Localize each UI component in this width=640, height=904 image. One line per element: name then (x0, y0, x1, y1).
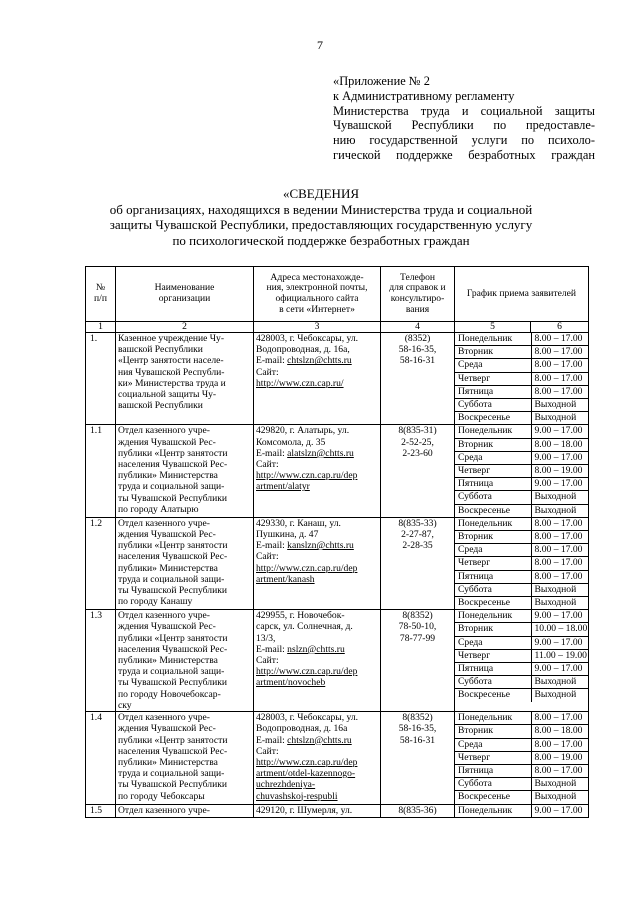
website-link[interactable]: artment/alatyr (256, 481, 310, 493)
organization-address-line: Сайт: (256, 745, 279, 757)
organization-name-line: «Центр занятости населе- (118, 355, 224, 367)
schedule-day: Понедельник (455, 518, 531, 531)
schedule-day: Пятница (455, 764, 531, 777)
organization-name-line: публики «Центр занятости (118, 447, 228, 459)
appendix-line: к Административному регламенту (333, 88, 515, 103)
organization-phone-line: 78-77-99 (399, 632, 436, 644)
schedule-row (455, 778, 589, 791)
schedule-day: Среда (455, 544, 531, 557)
schedule-day: Четверг (455, 465, 531, 478)
organization-name-line: ты Чувашской Республики (118, 779, 228, 791)
organization-name-line: ты Чувашской Республики (118, 677, 228, 689)
organization-address-line: Сайт: (256, 551, 279, 563)
column-number: 2 (116, 322, 254, 333)
schedule-hours: 9.00 – 17.00 (531, 478, 589, 491)
schedule-hours: 8.00 – 17.00 (531, 544, 589, 557)
row-number: 1.4 (86, 712, 116, 804)
organization-name-line: ждения Чувашской Рес- (118, 436, 216, 448)
organization-name-line: труда и социальной защи- (118, 768, 225, 780)
organization-address-line: 429820, г. Алатырь, ул. (256, 425, 350, 437)
organization-address-line: 13/3, (256, 632, 276, 644)
organization-address-line: Сайт: (256, 655, 279, 667)
schedule-day: Пятница (455, 570, 531, 583)
organization-name-line: Отдел казенного учре- (118, 712, 210, 724)
schedule-row (455, 764, 589, 777)
schedule-row (455, 359, 589, 372)
organization-name (116, 517, 254, 609)
heading-line: по психологической поддержке безработных граждан (172, 232, 470, 248)
schedule-day: Вторник (455, 346, 531, 359)
schedule-hours: 8.00 – 17.00 (531, 372, 589, 385)
table-row (86, 804, 589, 817)
schedule-row (455, 597, 589, 610)
appendix-line: «Приложение № 2 (333, 74, 430, 88)
schedule-hours: 8.00 – 17.00 (531, 738, 589, 751)
row-number: 1. (86, 333, 116, 425)
organization-address-line: 428003, г. Чебоксары, ул. (256, 333, 359, 344)
schedule-row (455, 385, 589, 398)
schedule-hours: 8.00 – 17.00 (531, 359, 589, 372)
organization-address (254, 804, 381, 817)
organization-phone-line: 58-16-35, (398, 344, 437, 356)
organization-name-line: ждения Чувашской Рес- (118, 723, 216, 735)
schedule-day: Пятница (455, 663, 531, 676)
schedule-day: Четверг (455, 372, 531, 385)
organization-name-line: Отдел казенного учре- (118, 425, 210, 437)
organization-name-line: публики» Министерства (118, 655, 218, 667)
table-row (86, 517, 589, 609)
appendix-line: гической поддержке безработных граждан (333, 147, 595, 162)
schedule-day: Среда (455, 451, 531, 464)
schedule-hours: 11.00 – 19.00 (531, 649, 589, 662)
organization-name-line: по городу Новочебоксар- (118, 688, 221, 700)
email-link[interactable]: kanslzn@chtts.ru (287, 540, 354, 552)
website-link[interactable]: http://www.czn.cap.ru/dep (256, 562, 358, 574)
organization-name-line: ки» Министерства труда и (118, 377, 226, 389)
schedule-hours: Выходной (534, 791, 577, 803)
schedule-hours: Выходной (531, 399, 589, 412)
organization-name (116, 333, 254, 425)
schedule-hours: 8.00 – 17.00 (531, 531, 589, 544)
organization-phone-line: 8(8352) (402, 610, 433, 622)
document-heading (80, 186, 562, 248)
table-row (86, 333, 589, 425)
schedule-cell (455, 712, 589, 804)
organization-name-line: публики «Центр занятости (118, 632, 228, 644)
schedule-row (455, 725, 589, 738)
appendix-line: Министерства труда и социальной защиты (333, 103, 595, 118)
schedule-day: Понедельник (455, 425, 531, 438)
organization-address-line: E-mail: nslzn@chtts.ru (256, 643, 345, 655)
organization-address-line: 428003, г. Чебоксары, ул. (256, 712, 359, 724)
heading-line: «СВЕДЕНИЯ (282, 186, 360, 201)
organization-name-line: населения Чувашской Рес- (118, 551, 228, 563)
schedule-hours: 8.00 – 17.00 (531, 712, 589, 725)
organization-name-line: ждения Чувашской Рес- (118, 529, 216, 541)
schedule-day: Воскресенье (455, 689, 531, 702)
organization-name-line: по городу Алатырю (118, 503, 199, 515)
organization-address-line: E-mail: alatslzn@chtts.ru (256, 447, 354, 459)
organization-phone (381, 333, 455, 425)
schedule-day: Среда (455, 738, 531, 751)
schedule-row (455, 623, 589, 636)
organization-name-line: ния Чувашской Республи- (118, 366, 225, 378)
row-number: 1.1 (86, 425, 116, 517)
organization-name-line: публики «Центр занятости (118, 734, 228, 746)
header-address: Адреса местонахожде- ния, электронной почты, официального сайта в сети «Интернет» (254, 267, 381, 322)
organization-phone (381, 712, 455, 804)
schedule-hours: Выходной (534, 412, 577, 424)
schedule-hours: 9.00 – 17.00 (534, 804, 583, 816)
schedule-row (455, 491, 589, 504)
schedule-day: Пятница (455, 478, 531, 491)
organization-address-line: сарск, ул. Солнечная, д. (256, 621, 353, 633)
schedule-day: Четверг (455, 751, 531, 764)
organization-address (254, 333, 381, 425)
schedule-hours: Выходной (534, 504, 577, 516)
row-number: 1.3 (86, 610, 116, 712)
schedule-hours: Выходной (534, 689, 577, 701)
organization-name-line: Отдел казенного учре- (118, 610, 210, 622)
schedule-row (455, 557, 589, 570)
schedule-day: Суббота (455, 583, 531, 596)
header-schedule: График приема заявителей (455, 267, 589, 322)
schedule-hours: 10.00 – 18.00 (531, 623, 589, 636)
organization-name-line: вашской Республики (118, 400, 203, 412)
schedule-row (455, 610, 589, 623)
organization-name-line: социальной защиты Чу- (118, 389, 217, 401)
schedule-hours: Выходной (531, 583, 589, 596)
organization-address-line: Сайт: (256, 459, 279, 471)
organization-phone-line: 8(835-36) (398, 804, 437, 816)
schedule-day: Суббота (455, 399, 531, 412)
heading-line: об организациях, находящихся в ведении Министерства труда и социальной (109, 201, 533, 217)
schedule-day: Суббота (455, 491, 531, 504)
organization-phone-line: 2-52-25, (401, 436, 434, 448)
schedule-row (455, 518, 589, 531)
organization-address (254, 425, 381, 517)
schedule-row (455, 531, 589, 544)
organization-name-line: ску (118, 699, 132, 711)
schedule-day: Воскресенье (455, 597, 531, 610)
schedule-row (455, 504, 589, 517)
schedule-row (455, 438, 589, 451)
schedule-row (455, 465, 589, 478)
organization-name-line: по городу Канашу (118, 596, 193, 608)
organization-phone (381, 517, 455, 609)
schedule-hours: Выходной (534, 597, 577, 609)
column-number: 1 (86, 322, 116, 333)
schedule-row (455, 478, 589, 491)
schedule-cell (455, 804, 589, 817)
appendix-line: Чувашской Республики по предоставле- (333, 118, 595, 133)
organization-name (116, 425, 254, 517)
organization-phone (381, 425, 455, 517)
schedule-hours: 8.00 – 18.00 (531, 725, 589, 738)
column-number: 4 (381, 322, 455, 333)
schedule-row (455, 451, 589, 464)
organization-name-line: Отдел казенного учре- (118, 517, 210, 529)
organization-name (116, 712, 254, 804)
organizations-table (85, 266, 589, 818)
organization-phone-line: 8(835-31) (398, 425, 437, 437)
schedule-cell (455, 517, 589, 609)
schedule-day: Понедельник (455, 712, 531, 725)
website-link[interactable]: http://www.czn.cap.ru/ (256, 377, 344, 389)
organization-name-line: населения Чувашской Рес- (118, 745, 228, 757)
organization-phone (381, 804, 455, 817)
schedule-cell (455, 610, 589, 712)
website-link[interactable]: artment/otdel-kazennogo- (256, 768, 356, 780)
schedule-row (455, 544, 589, 557)
schedule-hours: 8.00 – 17.00 (531, 557, 589, 570)
schedule-day: Понедельник (455, 333, 531, 346)
schedule-day: Воскресенье (455, 412, 531, 425)
schedule-hours: 9.00 – 17.00 (531, 451, 589, 464)
schedule-day: Вторник (455, 623, 531, 636)
schedule-row (455, 712, 589, 725)
website-link[interactable]: http://www.czn.cap.ru/dep (256, 756, 358, 768)
table-header-row (86, 267, 589, 322)
website-link[interactable]: artment/novocheb (256, 677, 326, 689)
appendix-line: нию государственной услуги по психоло- (333, 133, 595, 148)
schedule-row (455, 751, 589, 764)
schedule-day: Среда (455, 636, 531, 649)
schedule-row (455, 663, 589, 676)
organization-phone-line: 2-28-35 (402, 540, 433, 552)
organization-phone-line: 58-16-35, (398, 723, 437, 735)
organization-address-line: 429120, г. Шумерля, ул. (256, 804, 353, 816)
schedule-hours: 9.00 – 17.00 (531, 610, 589, 623)
organization-address-line: E-mail: chtslzn@chtts.ru (256, 355, 352, 367)
email-link[interactable]: alatslzn@chtts.ru (287, 447, 354, 459)
table-row (86, 610, 589, 712)
organization-name-line: населения Чувашской Рес- (118, 459, 228, 471)
column-number: 5 (455, 322, 531, 333)
organization-phone-line: 2-27-87, (401, 529, 434, 541)
schedule-hours: 8.00 – 17.00 (531, 570, 589, 583)
organization-address-line: E-mail: kanslzn@chtts.ru (256, 540, 354, 552)
organization-name-line: публики» Министерства (118, 562, 218, 574)
organization-phone-line: (8352) (404, 333, 431, 344)
organization-name (116, 610, 254, 712)
schedule-hours: 8.00 – 17.00 (531, 764, 589, 777)
schedule-hours: 9.00 – 17.00 (531, 636, 589, 649)
schedule-hours: 8.00 – 17.00 (531, 333, 589, 346)
organization-address-line: Комсомола, д. 35 (256, 436, 326, 448)
organization-phone-line: 8(835-33) (398, 517, 437, 529)
website-link[interactable]: artment/kanash (256, 573, 315, 585)
schedule-hours: 8.00 – 19.00 (531, 751, 589, 764)
organization-address-line: Пушкина, д. 47 (256, 529, 319, 541)
website-link[interactable]: chuvashskoj-respubli (256, 790, 338, 802)
organization-address (254, 610, 381, 712)
organization-address-line: 429330, г. Канаш, ул. (256, 517, 341, 529)
schedule-day: Понедельник (455, 610, 531, 623)
schedule-row (455, 636, 589, 649)
schedule-cell (455, 425, 589, 517)
organization-name-line: труда и социальной защи- (118, 481, 225, 493)
website-link[interactable]: http://www.czn.cap.ru/dep (256, 470, 358, 482)
organization-name-line: публики» Министерства (118, 756, 218, 768)
organization-address (254, 517, 381, 609)
table-row (86, 712, 589, 804)
organization-phone-line: 58-16-31 (399, 355, 436, 367)
schedule-day: Четверг (455, 557, 531, 570)
organization-address-line: 429955, г. Новочебок- (256, 610, 345, 622)
schedule-hours: 8.00 – 18.00 (531, 438, 589, 451)
organization-name-line: Отдел казенного учре- (118, 804, 210, 816)
schedule-row (455, 346, 589, 359)
schedule-row (455, 738, 589, 751)
schedule-hours: 9.00 – 17.00 (531, 663, 589, 676)
organization-address-line: E-mail: chtslzn@chtts.ru (256, 734, 352, 746)
schedule-day: Среда (455, 359, 531, 372)
row-number: 1.5 (86, 804, 116, 817)
schedule-day: Вторник (455, 531, 531, 544)
organization-phone-line: 78-50-10, (398, 621, 437, 633)
schedule-hours: 8.00 – 17.00 (531, 518, 589, 531)
header-phone: Телефон для справок и консультиро- вания (381, 267, 455, 322)
schedule-row (455, 570, 589, 583)
organization-phone-line: 2-23-60 (402, 447, 433, 459)
column-number-row (86, 322, 589, 333)
schedule-row (455, 689, 589, 702)
schedule-row (455, 805, 589, 817)
organization-name-line: публики» Министерства (118, 470, 218, 482)
organization-address-line: Водопроводная, д. 16а (256, 723, 348, 735)
schedule-hours: Выходной (531, 778, 589, 791)
schedule-hours: Выходной (531, 491, 589, 504)
table-body (86, 333, 589, 818)
organization-address-line: Сайт: (256, 366, 279, 378)
schedule-hours: 8.00 – 19.00 (531, 465, 589, 478)
column-number: 3 (254, 322, 381, 333)
schedule-cell (455, 333, 589, 425)
schedule-day: Пятница (455, 385, 531, 398)
schedule-day: Вторник (455, 438, 531, 451)
organization-phone-line: 8(8352) (402, 712, 433, 724)
organization-name-line: населения Чувашской Рес- (118, 643, 228, 655)
organization-name-line: публики «Центр занятости (118, 540, 228, 552)
website-link[interactable]: uchrezhdeniya- (256, 779, 316, 791)
website-link[interactable]: http://www.czn.cap.ru/dep (256, 666, 358, 678)
schedule-day: Воскресенье (455, 504, 531, 517)
header-name: Наименование организации (116, 267, 254, 322)
email-link[interactable]: chtslzn@chtts.ru (287, 734, 352, 746)
schedule-day: Вторник (455, 725, 531, 738)
organization-name-line: ты Чувашской Республики (118, 492, 228, 504)
organization-name-line: труда и социальной защи- (118, 573, 225, 585)
organization-name-line: Казенное учреждение Чу- (118, 333, 225, 344)
organization-name-line: вашской Республики (118, 344, 203, 356)
schedule-row (455, 649, 589, 662)
schedule-day: Суббота (455, 778, 531, 791)
column-number: 6 (531, 322, 589, 333)
schedule-day: Суббота (455, 676, 531, 689)
organization-phone (381, 610, 455, 712)
schedule-row (455, 333, 589, 346)
schedule-row (455, 425, 589, 438)
schedule-day: Воскресенье (455, 791, 531, 804)
schedule-hours: 8.00 – 17.00 (531, 346, 589, 359)
header-num: № п/п (86, 267, 116, 322)
organization-name (116, 804, 254, 817)
organization-address (254, 712, 381, 804)
schedule-hours: 8.00 – 17.00 (531, 385, 589, 398)
schedule-row (455, 412, 589, 425)
appendix-note (333, 74, 595, 163)
schedule-row (455, 583, 589, 596)
schedule-row (455, 399, 589, 412)
page-number: 7 (317, 38, 323, 52)
organization-name-line: ты Чувашской Республики (118, 585, 228, 597)
organization-address-line: Водопроводная, д. 16а, (256, 344, 350, 356)
schedule-row (455, 372, 589, 385)
organization-phone-line: 58-16-31 (399, 734, 436, 746)
table-row (86, 425, 589, 517)
email-link[interactable]: nslzn@chtts.ru (287, 643, 345, 655)
heading-line: защиты Чувашской Республики, предоставляющих государственную услугу (109, 217, 533, 232)
schedule-row (455, 676, 589, 689)
schedule-row (455, 791, 589, 804)
schedule-day: Понедельник (455, 805, 531, 817)
schedule-hours: Выходной (531, 676, 589, 689)
organization-name-line: труда и социальной защи- (118, 666, 225, 678)
schedule-day: Четверг (455, 649, 531, 662)
row-number: 1.2 (86, 517, 116, 609)
schedule-hours: 9.00 – 17.00 (531, 425, 589, 438)
email-link[interactable]: chtslzn@chtts.ru (287, 355, 352, 367)
organization-name-line: по городу Чебоксары (118, 790, 205, 802)
organization-name-line: ждения Чувашской Рес- (118, 621, 216, 633)
